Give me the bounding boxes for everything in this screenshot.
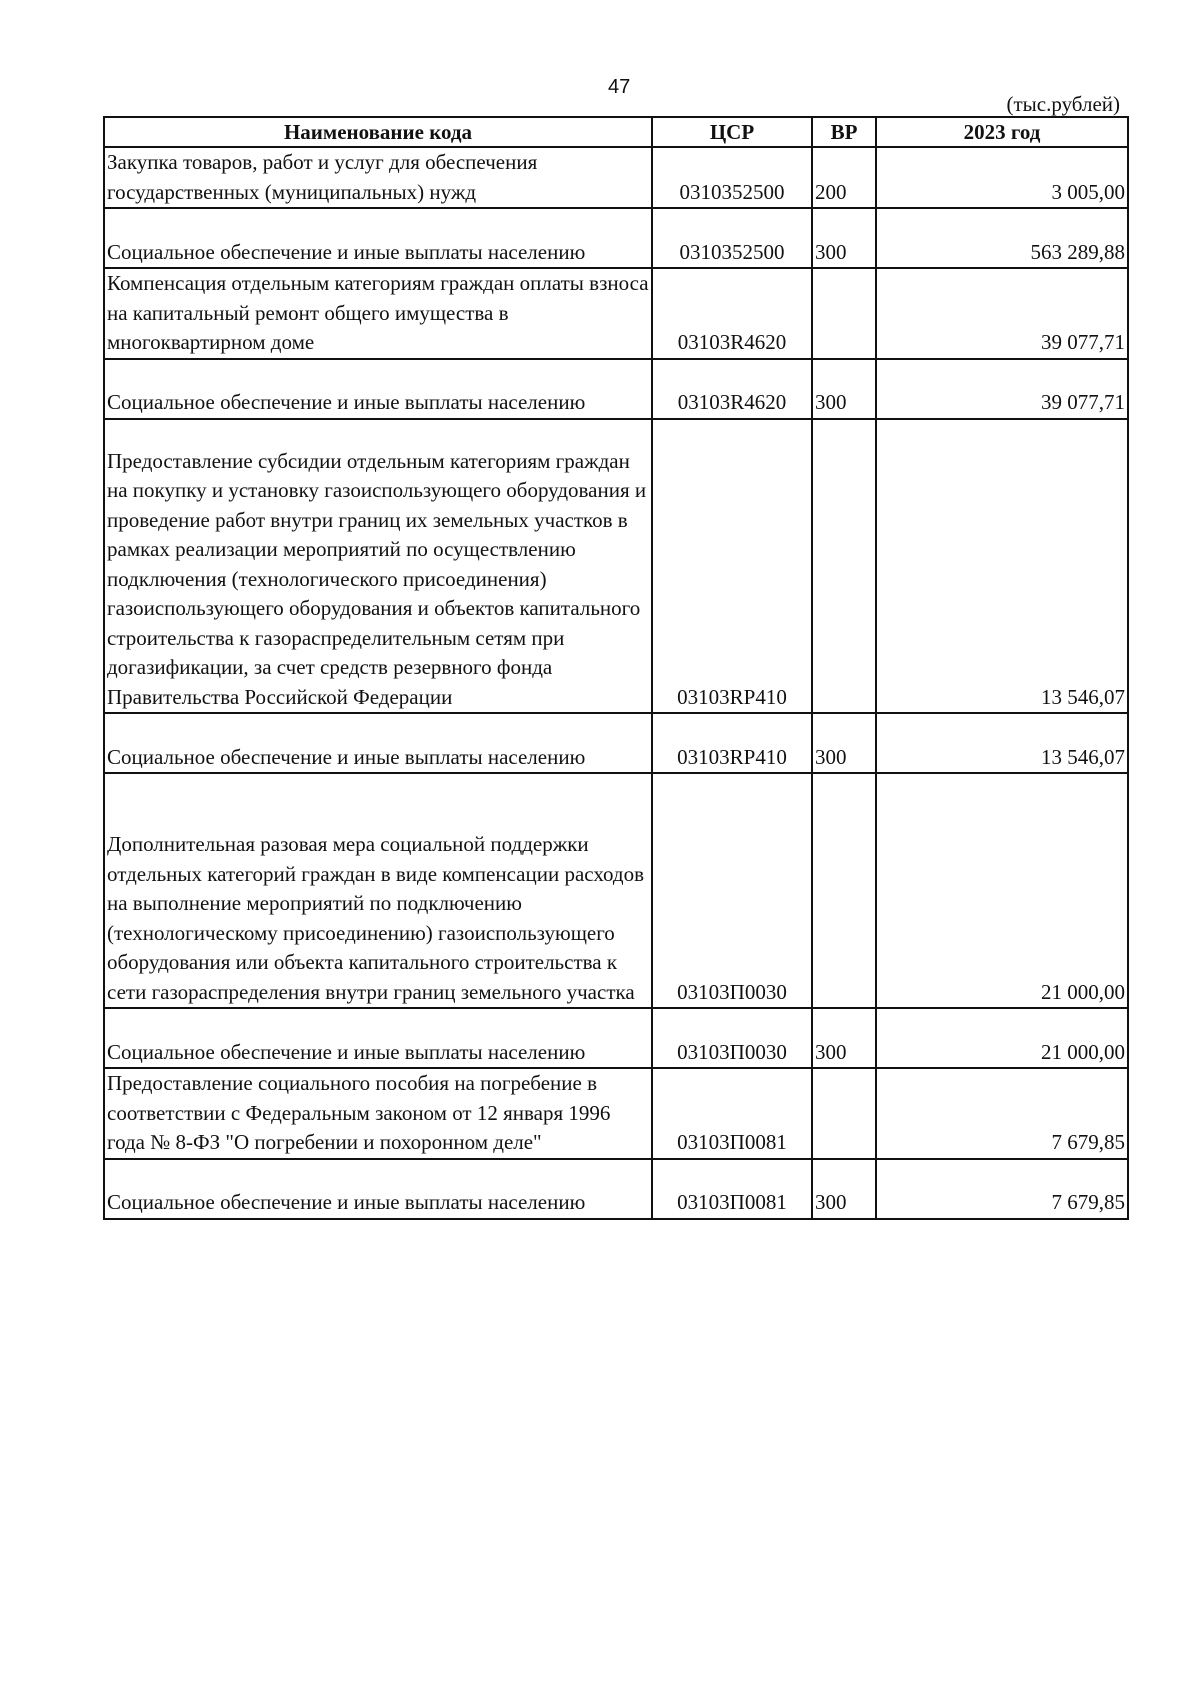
row-vr: 200 <box>812 147 876 208</box>
header-name: Наименование кода <box>104 117 652 147</box>
table-row <box>104 147 1128 208</box>
row-name: Предоставление субсидии отдельным категориям граждан на покупку и установку газоиспользующего оборудования и проведение работ внутри границ их земельных участков в рамках реализации мероприятий по осуществлению подключения (технологического присоединения) газоиспользующего оборудования и объектов капитального строительства к газораспределительным сетям при догазификации, за счет средств резервного фонда Правительства Российской Федерации <box>104 419 652 714</box>
table-row <box>104 773 1128 1008</box>
row-csr: 03103RP410 <box>652 713 812 773</box>
row-name: Социальное обеспечение и иные выплаты населению <box>104 359 652 419</box>
row-amount: 39 077,71 <box>876 359 1128 419</box>
table-row <box>104 713 1128 773</box>
row-name: Социальное обеспечение и иные выплаты населению <box>104 1008 652 1068</box>
table-header-row <box>104 117 1128 147</box>
table-row <box>104 268 1128 359</box>
row-vr: 300 <box>812 208 876 268</box>
row-csr: 03103RP410 <box>652 419 812 714</box>
row-amount: 7 679,85 <box>876 1068 1128 1159</box>
table-row <box>104 1159 1128 1219</box>
row-amount: 13 546,07 <box>876 713 1128 773</box>
header-csr: ЦСР <box>652 117 812 147</box>
row-csr: 03103П0030 <box>652 773 812 1008</box>
row-csr: 03103П0030 <box>652 1008 812 1068</box>
table-row <box>104 1008 1128 1068</box>
header-vr: ВР <box>812 117 876 147</box>
row-amount: 3 005,00 <box>876 147 1128 208</box>
row-name: Социальное обеспечение и иные выплаты населению <box>104 208 652 268</box>
row-vr <box>812 268 876 359</box>
row-name: Предоставление социального пособия на погребение в соответствии с Федеральным законом от 12 января 1996 года № 8-ФЗ "О погребении и похоронном деле" <box>104 1068 652 1159</box>
row-name: Социальное обеспечение и иные выплаты населению <box>104 713 652 773</box>
units-label: (тыс.рублей) <box>1006 92 1120 116</box>
row-csr: 03103П0081 <box>652 1068 812 1159</box>
row-csr: 0310352500 <box>652 208 812 268</box>
row-csr: 03103R4620 <box>652 359 812 419</box>
page-number: 47 <box>608 76 631 98</box>
table-row <box>104 359 1128 419</box>
row-name: Социальное обеспечение и иные выплаты населению <box>104 1159 652 1219</box>
row-amount: 13 546,07 <box>876 419 1128 714</box>
row-vr: 300 <box>812 1159 876 1219</box>
row-vr <box>812 419 876 714</box>
row-vr: 300 <box>812 1008 876 1068</box>
row-name: Компенсация отдельным категориям граждан оплаты взноса на капитальный ремонт общего имущества в многоквартирном доме <box>104 268 652 359</box>
row-amount: 563 289,88 <box>876 208 1128 268</box>
row-name: Закупка товаров, работ и услуг для обеспечения государственных (муниципальных) нужд <box>104 147 652 208</box>
row-amount: 21 000,00 <box>876 773 1128 1008</box>
row-csr: 03103R4620 <box>652 268 812 359</box>
budget-table <box>103 116 1129 1220</box>
row-vr: 300 <box>812 713 876 773</box>
row-csr: 0310352500 <box>652 147 812 208</box>
row-amount: 21 000,00 <box>876 1008 1128 1068</box>
table-row <box>104 208 1128 268</box>
row-amount: 7 679,85 <box>876 1159 1128 1219</box>
table-row <box>104 1068 1128 1159</box>
row-vr: 300 <box>812 359 876 419</box>
table-row <box>104 419 1128 714</box>
row-vr <box>812 773 876 1008</box>
header-year: 2023 год <box>876 117 1128 147</box>
row-name: Дополнительная разовая мера социальной поддержки отдельных категорий граждан в виде компенсации расходов на выполнение мероприятий по подключению (технологическому присоединению) газоиспользующего оборудования или объекта капитального строительства к сети газораспределения внутри границ земельного участка <box>104 773 652 1008</box>
row-amount: 39 077,71 <box>876 268 1128 359</box>
row-csr: 03103П0081 <box>652 1159 812 1219</box>
row-vr <box>812 1068 876 1159</box>
